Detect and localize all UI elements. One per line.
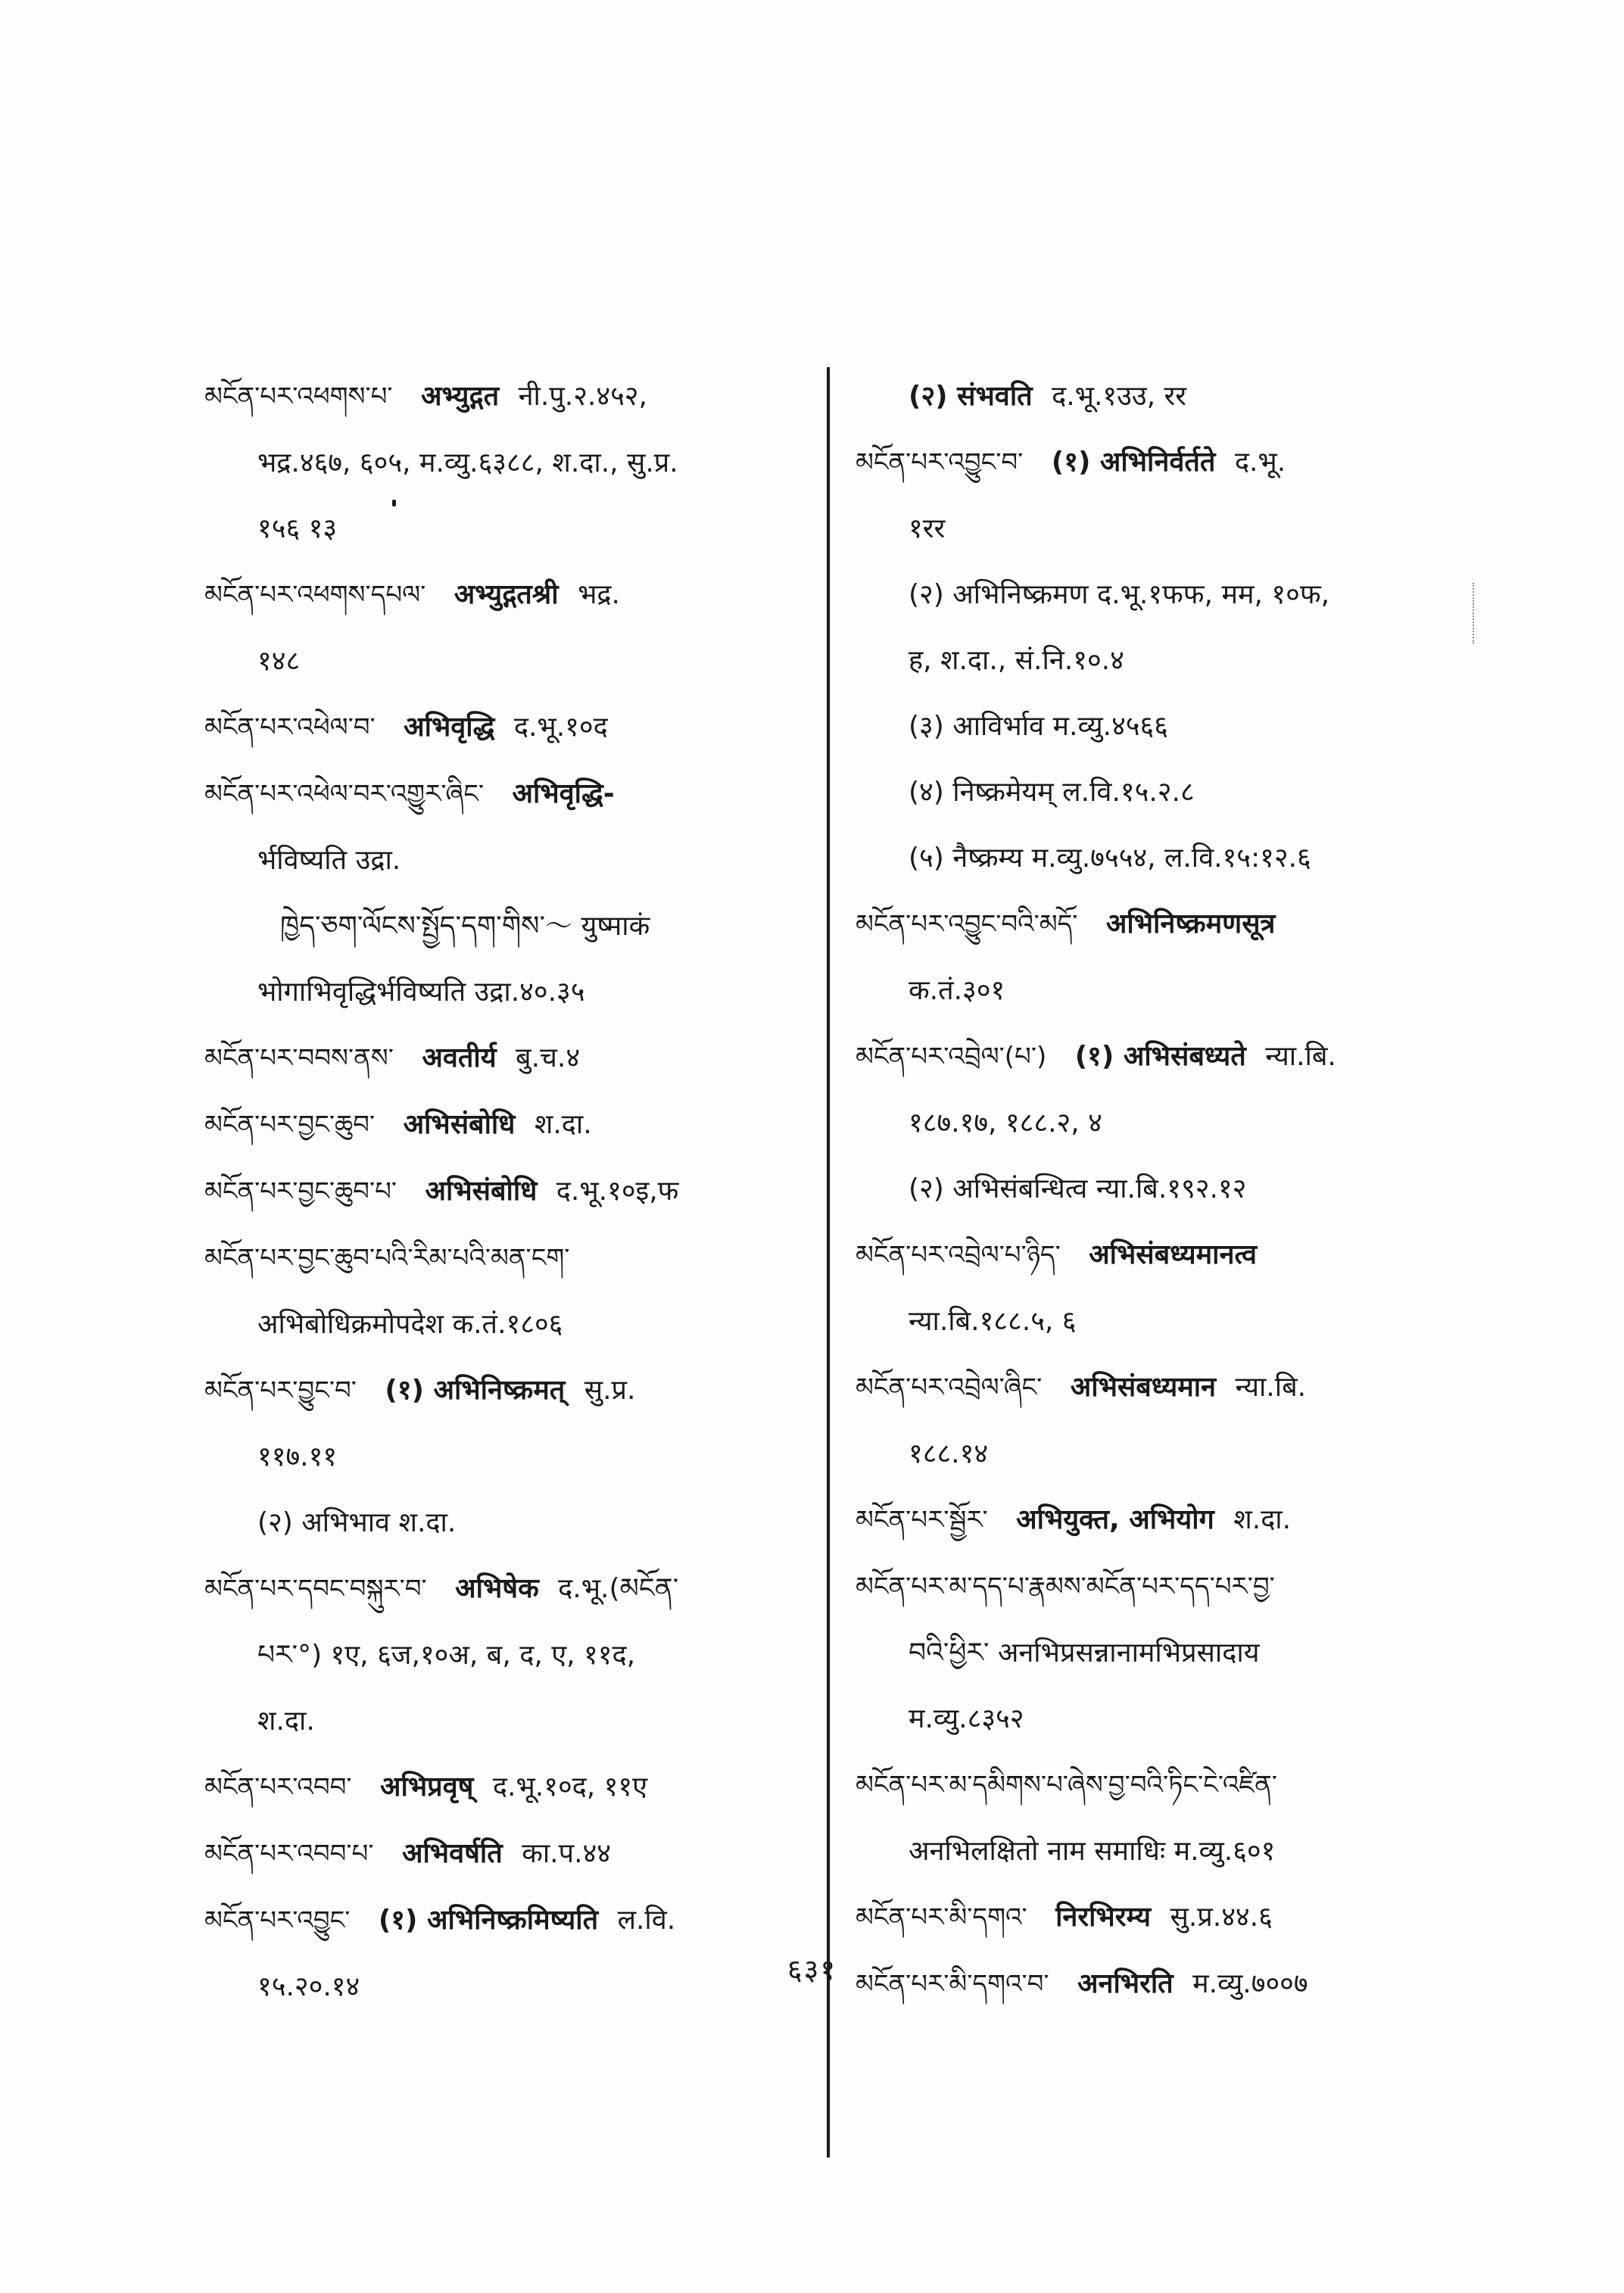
dictionary-entry [856,1023,1461,1222]
entry-continuation: १८७.१७, १८८.२, ४ [909,1108,1102,1139]
sanskrit-equivalent: (२) संभवति [909,381,1033,412]
sanskrit-equivalent: (१) अभिनिष्क्रमत् [385,1375,566,1406]
tibetan-headword: མངོན་པར་འབབ་ [204,1772,352,1802]
sanskrit-equivalent: अभिवृद्धि [404,712,495,743]
sanskrit-equivalent: अनभिरति [1077,1968,1174,1999]
reference: भद्र. [578,579,620,610]
entry-continuation: (२) अभिसंबन्धित्व न्या.बि.१९२.१२ [909,1173,1247,1204]
entry-continuation: श.दा. [257,1706,315,1737]
dictionary-entry [856,1752,1461,1884]
tibetan-headword: མངོན་པར་མ་དམིགས་པ་ཞེས་བྱ་བའི་ཏིང་ངེ་འཛིན་ [856,1770,1277,1800]
sanskrit-equivalent: अभिसंबोधि [425,1176,538,1207]
reference: द.भू. [1234,447,1286,478]
reference: सु.प्र. [584,1375,636,1406]
reference: न्या.बि. [1235,1372,1307,1403]
entry-continuation: अनभिलक्षितो नाम समाधिः म.व्यु.६०१ [909,1836,1276,1867]
tibetan-headword: མངོན་པར་འབྱུང་བའི་མདོ་ [856,909,1078,939]
tibetan-headword: མངོན་པར་འབྲེལ་ཞིང་ [856,1372,1043,1403]
entry-continuation: ११७.११ [257,1441,338,1472]
tibetan-headword: མངོན་པར་བབས་ནས་ [204,1043,394,1073]
reference: द.भू.१०द [513,712,608,743]
sanskrit-equivalent: अभिसंबध्यमानत्व [1089,1239,1258,1270]
entry-continuation: (४) निष्क्रमेयम् ल.वि.१५.२.८ [909,777,1195,808]
sanskrit-equivalent: अभ्युद्गत [421,381,500,412]
dictionary-entry [856,1884,1461,1951]
entry-continuation: (५) नैष्क्रम्य म.व्यु.७५५४, ल.वि.१५:१२.६ [909,843,1311,874]
tibetan-headword: མངོན་པར་འབྲེལ་པ་ཉིད་ [856,1240,1061,1270]
dictionary-entry [204,1556,810,1754]
sanskrit-equivalent: अभिवृद्धि- [512,778,615,809]
dictionary-entry [856,1553,1461,1752]
entry-continuation: अभिबोधिक्रमोपदेश क.तं.१८०६ [257,1309,563,1340]
dictionary-entry [204,363,810,562]
tibetan-headword: མངོན་པར་འབྱུང་ [204,1905,351,1936]
dictionary-entry [204,694,810,761]
tibetan-headword: མངོན་པར་མི་དགའ་བ་ [856,1969,1049,1999]
sanskrit-equivalent: अभियुक्त, अभियोग [1016,1504,1214,1535]
reference: न्या.बि. [1265,1041,1336,1072]
sanskrit-equivalent: अवतीर्य [422,1042,497,1073]
reference: द.भू.(མངོན་ [558,1573,679,1604]
sanskrit-equivalent: (१) अभिनिर्वर्तते [1051,447,1216,478]
page-number: ६३१ [787,1953,837,1986]
entry-continuation: པར་°) १ए, ६ज,१०अ, ब, द, ए, ११द, [257,1640,636,1671]
reference: ल.वि. [617,1905,676,1936]
entry-continuation: བའི་ཕྱིར་ अनभिप्रसन्नानामभिप्रसादाय [909,1637,1260,1668]
dictionary-entry [204,1225,810,1357]
tibetan-headword: མངོན་པར་མི་དགའ་ [856,1902,1027,1933]
dictionary-entry [204,1025,810,1092]
reference: द.भू.१०इ,फ [556,1176,679,1207]
dictionary-entry [856,1487,1461,1553]
entry-continuation: १५६ १३ [257,513,338,544]
tibetan-headword: མངོན་པར་བྱུང་བ་ [204,1375,357,1406]
column-divider [827,367,830,2157]
tibetan-headword: མངོན་པར་འཕེལ་བ་ [204,712,376,743]
sanskrit-equivalent: अभिप्रवृष् [380,1771,474,1802]
right-column [856,363,1461,2017]
dictionary-entry [204,1357,810,1556]
tibetan-headword: མངོན་པར་མ་དད་པ་རྣམས་མངོན་པར་དད་པར་བྱ་ [856,1572,1275,1602]
sanskrit-equivalent: (१) अभिसंबध्यते [1074,1041,1246,1072]
sanskrit-equivalent: (१) अभिनिष्क्रमिष्यति [378,1905,599,1936]
dictionary-entry [204,1158,810,1225]
tibetan-headword: མངོན་པར་འཕགས་དཔལ་ [204,580,426,610]
entry-continuation: (३) आविर्भाव म.व्यु.४५६६ [909,711,1168,742]
sanskrit-equivalent: अभिवर्षति [401,1838,503,1869]
reference: बु.च.४ [516,1042,581,1073]
sanskrit-equivalent: अभ्युद्गतश्री [454,579,559,610]
dictionary-entry [856,1354,1461,1487]
margin-mark [1473,583,1476,643]
entry-continuation: (२) अभिभाव श.दा. [257,1507,457,1538]
sanskrit-equivalent: अभिसंबध्यमान [1070,1372,1217,1403]
entry-continuation: भद्र.४६७, ६०५, म.व्यु.६३८८, श.दा., सु.प्र. [257,447,678,478]
tibetan-headword: མངོན་པར་འབྱུང་བ་ [856,447,1024,478]
entry-continuation: र्भविष्यति उद्रा. [257,845,401,876]
tibetan-headword: མངོན་པར་བྱང་ཆུབ་པའི་རིམ་པའི་མན་ངག་ [204,1243,570,1273]
reference: म.व्यु.७००७ [1192,1968,1308,1999]
tibetan-headword: མངོན་པར་འཕགས་པ་ [204,382,393,412]
entry-continuation: ह, श.दा., सं.नि.१०.४ [909,645,1124,676]
entry-continuation: १४८ [257,646,301,677]
reference: श.दा. [534,1109,592,1140]
entry-continuation: क.तं.३०१ [909,975,1005,1006]
sanskrit-equivalent: अभिषेक [455,1573,539,1604]
reference: श.दा. [1233,1504,1292,1535]
reference: द.भू.१०द, ११ए [492,1771,648,1802]
tibetan-headword: མངོན་པར་འཕེལ་བར་འགྱུར་ཞིང་ [204,779,485,809]
tibetan-headword: མངོན་པར་དབང་བསྐུར་བ་ [204,1574,427,1604]
reference: नी.पु.२.४५२, [518,381,647,412]
dictionary-entry [204,1092,810,1158]
tibetan-headword: མངོན་པར་འབྲེལ་(པ་) [856,1042,1047,1072]
dictionary-entry [856,891,1461,1023]
entry-continuation: १८८.१४ [909,1438,989,1469]
tibetan-headword: མངོན་པར་བྱང་ཆུབ་པ་ [204,1176,397,1207]
reference: का.प.४४ [522,1838,611,1869]
sanskrit-equivalent: अभिसंबोधि [403,1109,516,1140]
entry-continuation: १५.२०.१४ [257,1971,360,2002]
dictionary-entry [856,363,1461,429]
dictionary-entry [204,562,810,694]
tibetan-headword: མངོན་པར་འབབ་པ་ [204,1839,374,1869]
example-phrase: ཁྱེད་ཅག་ལོངས་སྤྱོད་དག་གིས་～ युष्माकं [280,911,650,942]
sanskrit-equivalent: निरभिरम्य [1055,1902,1152,1933]
tibetan-headword: མངོན་པར་བྱང་ཆུབ་ [204,1110,376,1140]
entry-continuation: १रर [909,513,946,544]
dictionary-entry [856,429,1461,891]
sanskrit-equivalent: अभिनिष्क्रमणसूत्र [1105,908,1276,939]
entry-continuation: (२) अभिनिष्क्रमण द.भू.१फफ, मम, १०फ, [909,579,1330,610]
reference: द.भू.१उउ, रर [1052,381,1186,412]
left-column [204,363,810,2020]
tibetan-headword: མངོན་པར་སྦྱོར་ [856,1505,988,1535]
entry-continuation: न्या.बि.१८८.५, ६ [909,1306,1077,1337]
entry-continuation: म.व्यु.८३५२ [909,1703,1024,1734]
dictionary-entry [204,1754,810,1821]
dictionary-entry [856,1222,1461,1354]
dictionary-entry [204,761,810,1025]
entry-continuation: भोगाभिवृद्धिर्भविष्यति उद्रा.४०.३५ [257,977,585,1008]
reference: सु.प्र.४४.६ [1170,1902,1273,1933]
dictionary-entry [204,1821,810,1887]
